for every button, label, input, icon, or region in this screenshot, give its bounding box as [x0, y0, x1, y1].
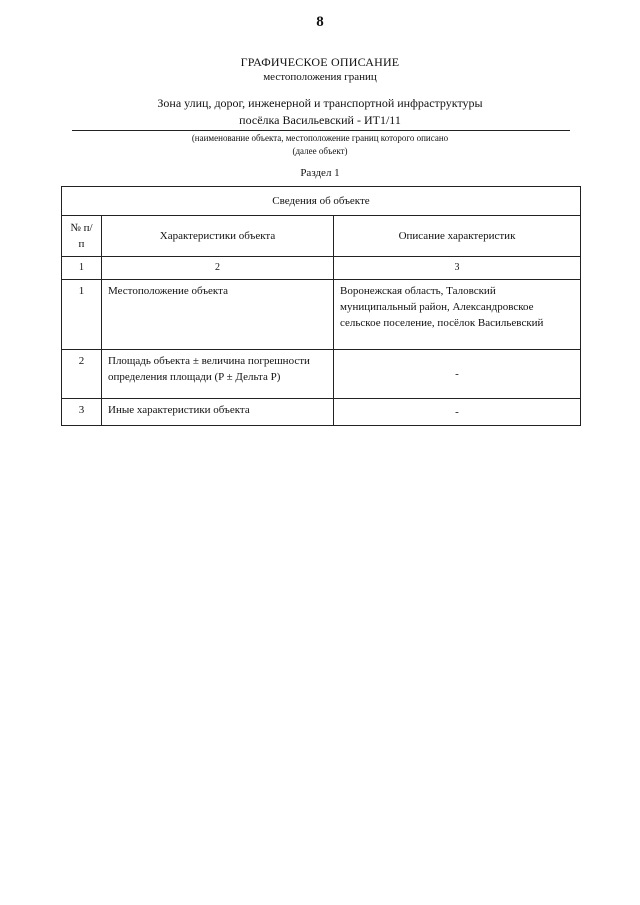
row-number: 2 [62, 350, 102, 399]
section-label: Раздел 1 [300, 167, 340, 179]
page-number: 8 [316, 14, 324, 30]
row-description: - [334, 399, 581, 426]
row-characteristic: Местоположение объекта [102, 280, 334, 350]
row-characteristic: Площадь объекта ± величина погрешности определения площади (P ± Дельта P) [102, 350, 334, 399]
document-title: ГРАФИЧЕСКОЕ ОПИСАНИЕ [240, 55, 400, 69]
col-number-3: 3 [334, 257, 581, 280]
underline-rule [72, 130, 570, 131]
object-name-line1: Зона улиц, дорог, инженерной и транспортной инфраструктуры [157, 96, 483, 110]
table-title: Сведения об объекте [62, 187, 581, 216]
col-number-1: 1 [62, 257, 102, 280]
col-header-num: № п/п [62, 216, 102, 257]
col-header-characteristic: Характеристики объекта [102, 216, 334, 257]
row-number: 1 [62, 280, 102, 350]
row-description: Воронежская область, Таловский муниципальный район, Александровское сельское поселение, посёлок Васильевский [334, 280, 581, 350]
caption-line2: (далее объект) [292, 146, 348, 156]
col-header-description: Описание характеристик [334, 216, 581, 257]
row-number: 3 [62, 399, 102, 426]
row-description: - [334, 350, 581, 399]
object-name-line2: посёлка Васильевский - ИТ1/11 [239, 113, 401, 127]
table-row [62, 280, 581, 350]
row-characteristic: Иные характеристики объекта [102, 399, 334, 426]
caption-line1: (наименование объекта, местоположение границ которого описано [191, 133, 449, 143]
table-row [62, 399, 581, 426]
object-info-table [61, 186, 581, 426]
document-subtitle: местоположения границ [263, 71, 377, 83]
col-number-2: 2 [102, 257, 334, 280]
table-row [62, 350, 581, 399]
